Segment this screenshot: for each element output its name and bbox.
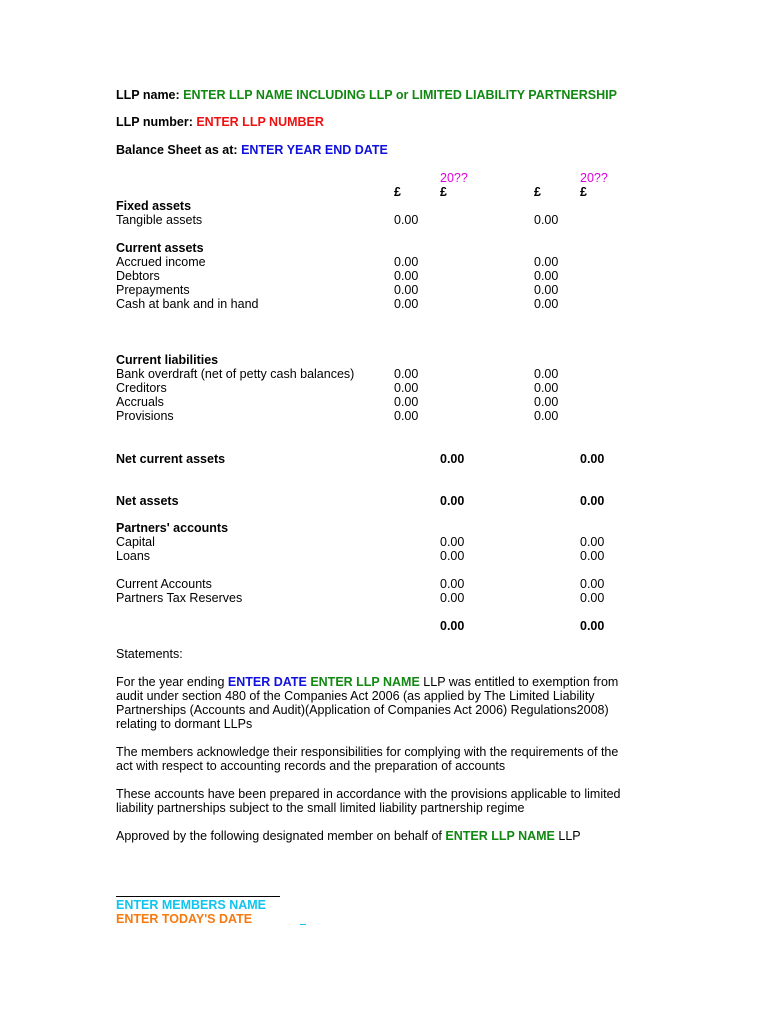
row-value-2: 0.00: [580, 591, 605, 605]
row-value-2: 0.00: [580, 577, 605, 591]
row-value-2: 0.00: [534, 395, 559, 409]
row-value-2: 0.00: [534, 283, 559, 297]
balance-sheet-label: Balance Sheet as at:: [116, 143, 238, 157]
row-value-1: 0.00: [440, 591, 465, 605]
statement-text: The members acknowledge their responsibilities for complying with the requirements of the: [116, 745, 619, 759]
year-ending-date-field[interactable]: ENTER DATE: [227, 675, 307, 689]
statement-preparation: [116, 787, 646, 815]
row-value-1: 0.00: [394, 409, 419, 423]
llp-name-field[interactable]: ENTER LLP NAME: [310, 675, 420, 689]
row-label: Accruals: [116, 395, 164, 409]
row-value-1: 0.00: [394, 367, 419, 381]
currency-header-1a: £: [394, 185, 401, 199]
row-value-1: 0.00: [440, 577, 465, 591]
currency-header-1b: £: [440, 185, 447, 199]
row-value-1: 0.00: [394, 395, 419, 409]
todays-date-field[interactable]: ENTER TODAY'S DATE: [116, 912, 253, 926]
underscore-mark: [300, 924, 306, 925]
llp-number-line: [116, 115, 324, 129]
statement-text: audit under section 480 of the Companies Act 2006 (as applied by The Limited Liability: [116, 689, 595, 703]
statements-heading: Statements:: [116, 647, 183, 661]
balance-sheet-date-line: [116, 143, 388, 157]
statement-text: For the year ending: [116, 675, 225, 689]
row-value-2: 0.00: [534, 381, 559, 395]
row-value-2: 0.00: [534, 409, 559, 423]
row-value-1: 0.00: [394, 269, 419, 283]
statement-exemption: [116, 675, 646, 731]
row-value-1: 0.00: [394, 283, 419, 297]
row-label: Bank overdraft (net of petty cash balances): [116, 367, 355, 381]
balance-sheet-date-value[interactable]: ENTER YEAR END DATE: [241, 143, 388, 157]
statement-text: relating to dormant LLPs: [116, 717, 253, 731]
row-value-1: 0.00: [440, 535, 465, 549]
partners-total-value-2: 0.00: [580, 619, 605, 633]
row-label: Debtors: [116, 269, 160, 283]
net-current-assets-value-2: 0.00: [580, 452, 605, 466]
llp-number-value[interactable]: ENTER LLP NUMBER: [196, 115, 324, 129]
statement-text: These accounts have been prepared in accordance with the provisions applicable to limited: [116, 787, 621, 801]
partners-accounts-heading: Partners' accounts: [116, 521, 229, 535]
statement-text: act with respect to accounting records and the preparation of accounts: [116, 759, 506, 773]
row-label: Current Accounts: [116, 577, 212, 591]
net-current-assets-value-1: 0.00: [440, 452, 465, 466]
statement-text: LLP was entitled to exemption from: [423, 675, 619, 689]
net-assets-value-2: 0.00: [580, 494, 605, 508]
row-label: Provisions: [116, 409, 174, 423]
statement-text: Partnerships (Accounts and Audit)(Application of Companies Act 2006) Regulations2008): [116, 703, 609, 717]
statement-text: Approved by the following designated member on behalf of: [116, 829, 442, 843]
fixed-assets-heading: Fixed assets: [116, 199, 192, 213]
net-assets-label: Net assets: [116, 494, 179, 508]
row-value-2: 0.00: [580, 535, 605, 549]
row-label: Creditors: [116, 381, 167, 395]
row-label: Partners Tax Reserves: [116, 591, 243, 605]
net-assets-value-1: 0.00: [440, 494, 465, 508]
signature-line: [116, 896, 280, 897]
row-value-2: 0.00: [534, 297, 559, 311]
row-label: Tangible assets: [116, 213, 203, 227]
row-value-2: 0.00: [534, 255, 559, 269]
currency-header-2b: £: [580, 185, 587, 199]
row-label: Accrued income: [116, 255, 206, 269]
row-label: Capital: [116, 535, 155, 549]
year-header-2: 20??: [580, 171, 608, 185]
row-label: Prepayments: [116, 283, 190, 297]
row-value-1: 0.00: [394, 213, 419, 227]
statement-approval: [116, 829, 646, 843]
llp-name-value[interactable]: ENTER LLP NAME INCLUDING LLP or LIMITED LIABILITY PARTNERSHIP: [183, 88, 617, 102]
llp-number-label: LLP number:: [116, 115, 193, 129]
row-value-2: 0.00: [534, 269, 559, 283]
current-liabilities-heading: Current liabilities: [116, 353, 219, 367]
row-value-1: 0.00: [394, 255, 419, 269]
currency-header-2a: £: [534, 185, 541, 199]
llp-name-label: LLP name:: [116, 88, 180, 102]
llp-name-line: [116, 88, 617, 102]
row-value-1: 0.00: [440, 549, 465, 563]
current-assets-heading: Current assets: [116, 241, 204, 255]
statement-text: LLP: [558, 829, 581, 843]
row-value-1: 0.00: [394, 297, 419, 311]
row-label: Cash at bank and in hand: [116, 297, 259, 311]
llp-name-field[interactable]: ENTER LLP NAME: [445, 829, 555, 843]
year-header-1: 20??: [440, 171, 468, 185]
row-value-1: 0.00: [394, 381, 419, 395]
partners-total-value-1: 0.00: [440, 619, 465, 633]
members-name-field[interactable]: ENTER MEMBERS NAME: [116, 898, 267, 912]
row-value-2: 0.00: [580, 549, 605, 563]
row-value-2: 0.00: [534, 213, 559, 227]
row-value-2: 0.00: [534, 367, 559, 381]
statement-text: liability partnerships subject to the small limited liability partnership regime: [116, 801, 525, 815]
statement-responsibilities: [116, 745, 646, 773]
row-label: Loans: [116, 549, 151, 563]
net-current-assets-label: Net current assets: [116, 452, 226, 466]
